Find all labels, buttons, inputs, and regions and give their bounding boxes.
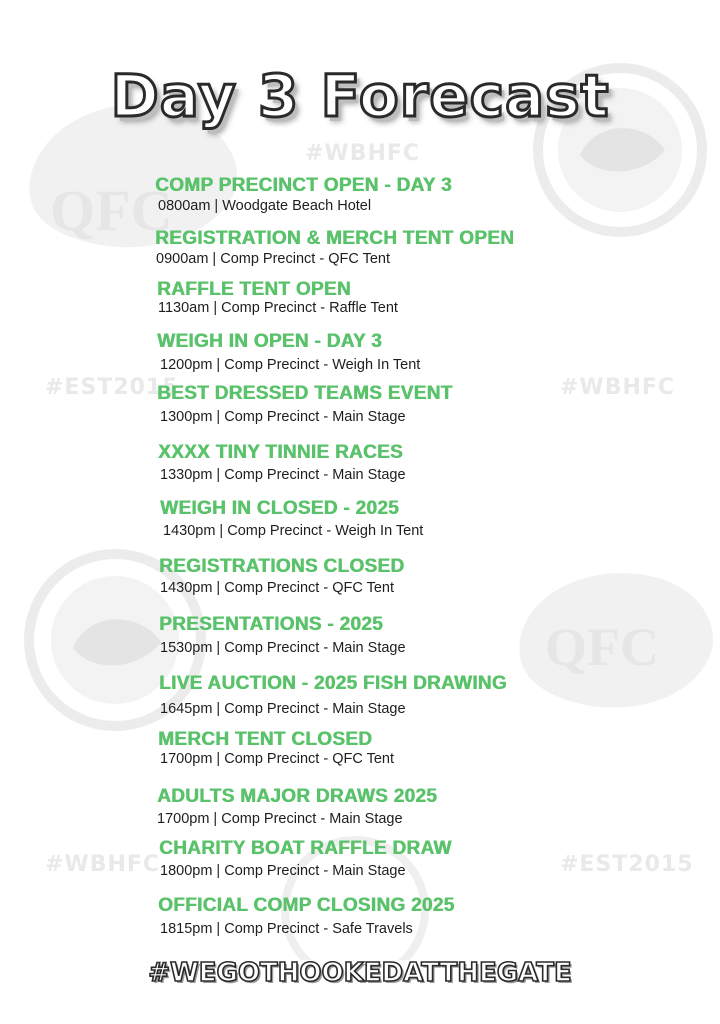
- event-detail: 1800pm | Comp Precinct - Main Stage: [160, 863, 406, 879]
- page-title: Day 3 Forecast: [110, 62, 610, 130]
- watermark-hashtag-left-low: #WBHFC: [45, 852, 161, 877]
- event-detail: 1700pm | Comp Precinct - Main Stage: [157, 811, 403, 827]
- logo-text-qfc-2: QFC: [545, 617, 659, 677]
- event-title: COMP PRECINCT OPEN - DAY 3: [155, 175, 452, 196]
- event-detail: 0900am | Comp Precinct - QFC Tent: [156, 251, 390, 267]
- watermark-hashtag-left-mid: #EST2015: [45, 375, 179, 400]
- event-title: WEIGH IN CLOSED - 2025: [160, 498, 399, 519]
- event-detail: 1200pm | Comp Precinct - Weigh In Tent: [160, 357, 421, 373]
- qfc-fish-logo-watermark-mid-right: [505, 545, 720, 725]
- event-title: XXXX TINY TINNIE RACES: [158, 442, 403, 463]
- event-title: REGISTRATIONS CLOSED: [159, 556, 405, 577]
- event-detail: 1645pm | Comp Precinct - Main Stage: [160, 701, 406, 717]
- event-title: LIVE AUCTION - 2025 FISH DRAWING: [159, 673, 507, 694]
- event-detail: 1700pm | Comp Precinct - QFC Tent: [160, 751, 394, 767]
- footer-hashtag: #WEGOTHOOKEDATTHEGATE: [148, 958, 572, 988]
- event-title: OFFICIAL COMP CLOSING 2025: [158, 895, 455, 916]
- event-title: CHARITY BOAT RAFFLE DRAW: [159, 838, 452, 859]
- event-detail: 0800am | Woodgate Beach Hotel: [158, 198, 372, 214]
- watermark-hashtag-top: #WBHFC: [305, 141, 421, 166]
- event-title: WEIGH IN OPEN - DAY 3: [157, 331, 382, 352]
- event-detail: 1130am | Comp Precinct - Raffle Tent: [158, 300, 398, 316]
- watermark-hashtag-right-low: #EST2015: [560, 852, 694, 877]
- event-title: REGISTRATION & MERCH TENT OPEN: [155, 228, 515, 249]
- event-detail: 1330pm | Comp Precinct - Main Stage: [160, 467, 406, 483]
- event-title: RAFFLE TENT OPEN: [157, 279, 351, 300]
- watermark-hashtag-right-mid: #WBHFC: [560, 375, 676, 400]
- event-title: ADULTS MAJOR DRAWS 2025: [157, 786, 437, 807]
- event-title: BEST DRESSED TEAMS EVENT: [157, 383, 453, 404]
- event-title: PRESENTATIONS - 2025: [159, 614, 383, 635]
- logo-text-qfc: QFC: [50, 178, 173, 243]
- event-detail: 1530pm | Comp Precinct - Main Stage: [160, 640, 406, 656]
- event-title: MERCH TENT CLOSED: [158, 729, 373, 750]
- event-detail: 1430pm | Comp Precinct - QFC Tent: [160, 580, 394, 596]
- event-detail: 1815pm | Comp Precinct - Safe Travels: [160, 921, 413, 937]
- event-detail: 1430pm | Comp Precinct - Weigh In Tent: [163, 523, 424, 539]
- event-detail: 1300pm | Comp Precinct - Main Stage: [160, 409, 406, 425]
